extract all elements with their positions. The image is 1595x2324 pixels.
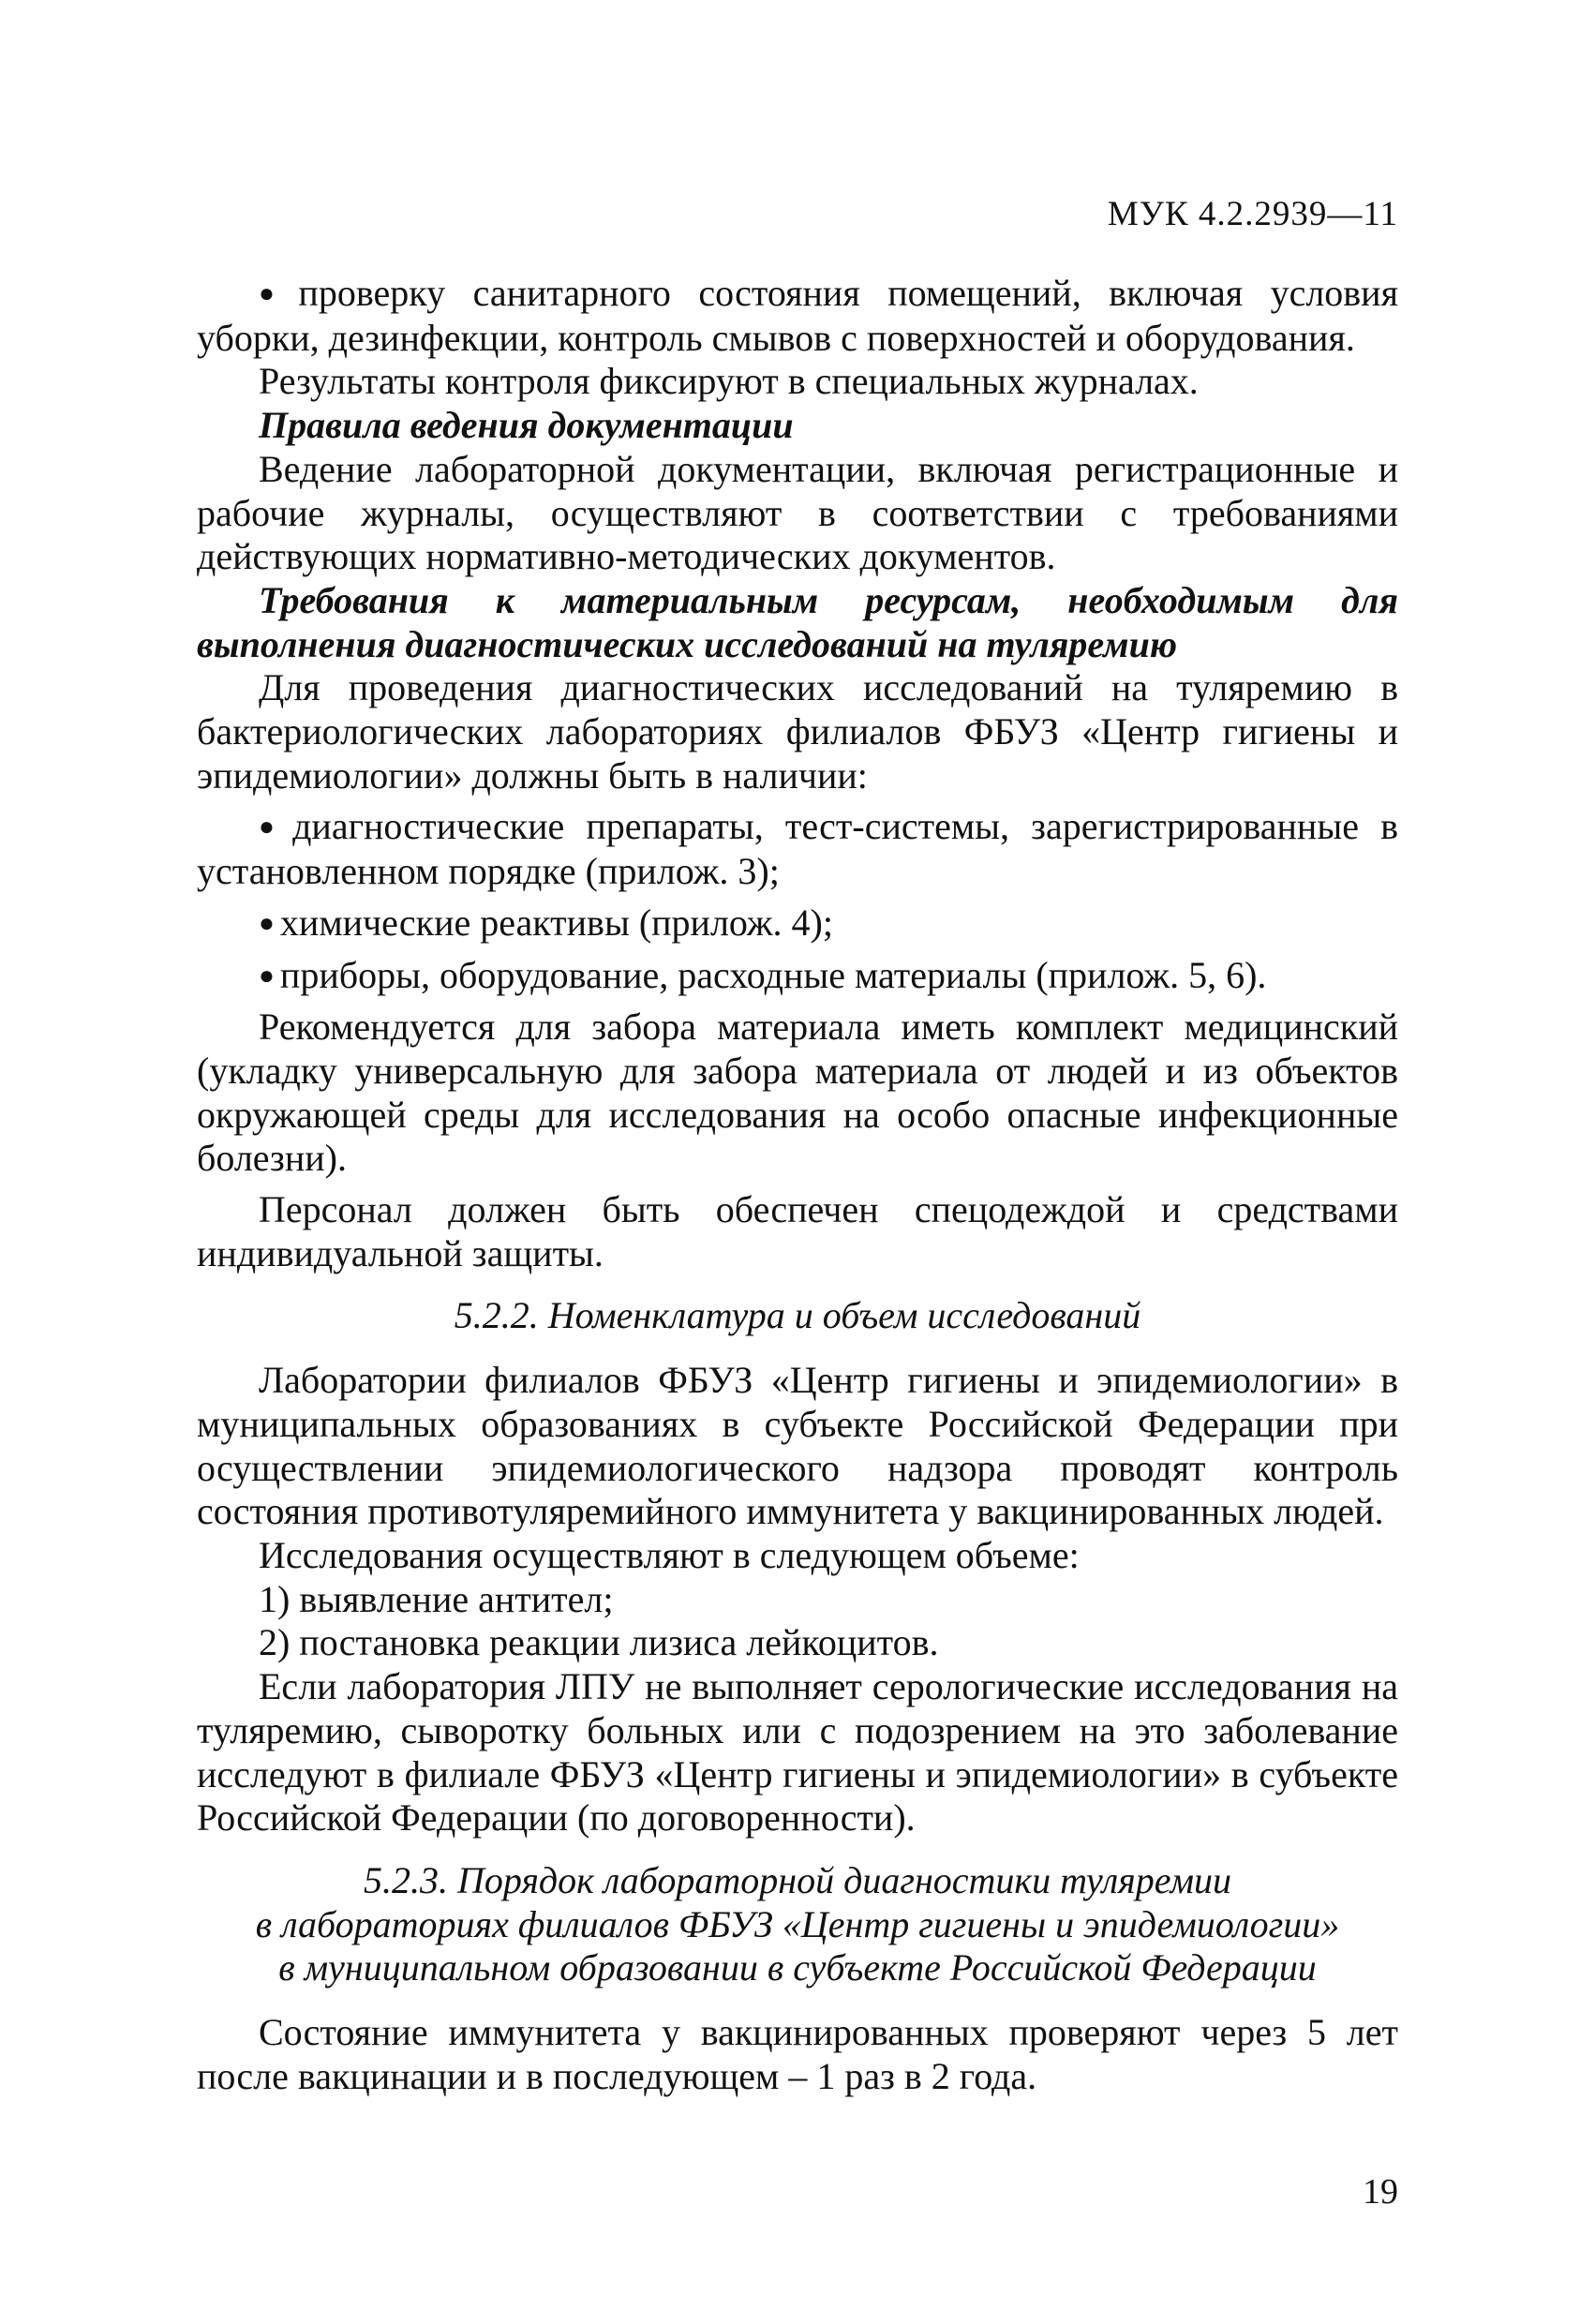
subheading: Правила ведения документации	[259, 404, 794, 447]
bullet-icon: ●	[259, 279, 293, 308]
section-title: 5.2.2. Номенклатура и объем исследований	[454, 1294, 1141, 1337]
paragraph: Состояние иммунитета у вакцинированных проверяют через 5 лет после вакцинации и в последующем – 1 раз в 2 года.	[197, 2011, 1398, 2097]
bullet-text: приборы, оборудование, расходные материалы (прилож. 5, 6).	[279, 953, 1267, 996]
section-title-line: в муниципальном образовании в субъекте Российской Федерации	[278, 1946, 1317, 1989]
numbered-item: 1) выявление антител;	[259, 1577, 614, 1620]
subheading: Требования к материальным ресурсам, необходимым для выполнения диагностических исследований на туляремию	[197, 578, 1398, 665]
paragraph: Рекомендуется для забора материала иметь комплект медицинский (укладку универсальную для забора материала от людей и из объектов окружающей среды для исследования на особо опасные инфекционные болезни).	[197, 1006, 1398, 1180]
paragraph: Лаборатории филиалов ФБУЗ «Центр гигиены и эпидемиологии» в муниципальных образованиях в субъекте Российской Федерации при осуществлении эпидемиологического надзора проводят контроль состояния противотуляремийного иммунитета у вакцинированных людей.	[197, 1359, 1398, 1533]
page-number: 19	[1363, 2172, 1398, 2212]
bullet-text: химические реактивы (прилож. 4);	[279, 901, 833, 944]
paragraph: Для проведения диагностических исследований на туляремию в бактериологических лабораториях филиалов ФБУЗ «Центр гигиены и эпидемиологии» должны быть в наличии:	[197, 666, 1398, 797]
document-code: МУК 4.2.2939—11	[1107, 195, 1398, 233]
bullet-item	[197, 805, 1398, 893]
document-body	[197, 272, 1398, 2098]
bullet-icon: ●	[259, 908, 275, 938]
bullet-item	[197, 901, 1398, 946]
bullet-text: проверку санитарного состояния помещений, включая условия уборки, дезинфекции, контроль смывов с поверхностей и оборудования.	[197, 272, 1398, 359]
bullet-icon: ●	[259, 961, 275, 991]
paragraph: Персонал должен быть обеспечен спецодеждой и средствами индивидуальной защиты.	[197, 1188, 1398, 1274]
bullet-item	[197, 954, 1398, 999]
paragraph: Исследования осуществляют в следующем объеме:	[259, 1533, 1080, 1576]
paragraph: Результаты контроля фиксируют в специальных журналах.	[259, 360, 1199, 403]
bullet-item	[197, 272, 1398, 360]
paragraph: Если лаборатория ЛПУ не выполняет серологические исследования на туляремию, сыворотку больных или с подозрением на это заболевание исследуют в филиале ФБУЗ «Центр гигиены и эпидемиологии» в субъекте Российской Федерации (по договоренности).	[197, 1665, 1398, 1840]
bullet-icon: ●	[259, 812, 288, 842]
paragraph: Ведение лабораторной документации, включая регистрационные и рабочие журналы, осуществляют в соответствии с требованиями действующих нормативно-методических документов.	[197, 447, 1398, 578]
bullet-text: диагностические препараты, тест-системы, зарегистрированные в установленном порядке (прилож. 3);	[197, 805, 1398, 893]
section-title-line: 5.2.3. Порядок лабораторной диагностики туляремии	[363, 1858, 1232, 1901]
numbered-item: 2) постановка реакции лизиса лейкоцитов.	[259, 1621, 939, 1664]
section-title	[197, 1859, 1398, 1990]
section-title-line: в лабораториях филиалов ФБУЗ «Центр гигиены и эпидемиологии»	[255, 1902, 1340, 1945]
